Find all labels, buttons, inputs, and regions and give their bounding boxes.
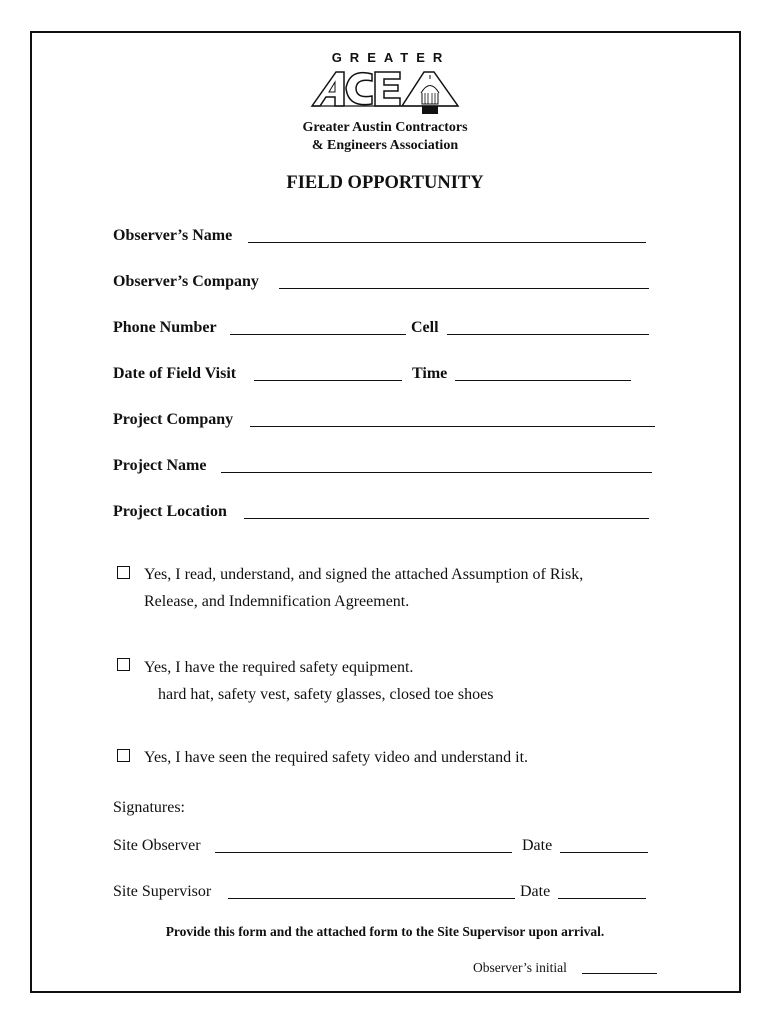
- observer-initial-label: Observer’s initial: [473, 960, 567, 975]
- project-name-label: Project Name: [113, 457, 207, 474]
- agreement-checkbox[interactable]: [117, 566, 130, 579]
- agreement-text-line2: Release, and Indemnification Agreement.: [144, 593, 410, 610]
- organization-name-line1: Greater Austin Contractors: [302, 120, 468, 135]
- safety-video-checkbox[interactable]: [117, 749, 130, 762]
- phone-number-field[interactable]: [230, 334, 406, 335]
- site-supervisor-date-label: Date: [520, 883, 551, 900]
- site-supervisor-label: Site Supervisor: [113, 883, 212, 900]
- phone-number-label: Phone Number: [113, 319, 217, 336]
- site-supervisor-signature-field[interactable]: [228, 898, 515, 899]
- observer-name-field[interactable]: [248, 242, 646, 243]
- site-observer-date-label: Date: [522, 837, 553, 854]
- date-of-visit-label: Date of Field Visit: [113, 365, 237, 382]
- cell-label: Cell: [411, 319, 439, 336]
- safety-equipment-list: hard hat, safety vest, safety glasses, closed toe shoes: [158, 686, 494, 703]
- site-supervisor-date-field[interactable]: [558, 898, 646, 899]
- logo-greater-text: GREATER: [331, 50, 451, 65]
- project-name-field[interactable]: [221, 472, 652, 473]
- site-observer-label: Site Observer: [113, 837, 201, 854]
- observer-initial-field[interactable]: [582, 973, 657, 974]
- project-location-field[interactable]: [244, 518, 649, 519]
- site-observer-signature-field[interactable]: [215, 852, 512, 853]
- footer-instruction: Provide this form and the attached form to the Site Supervisor upon arrival.: [165, 924, 605, 939]
- observer-name-label: Observer’s Name: [113, 227, 233, 244]
- project-company-field[interactable]: [250, 426, 655, 427]
- organization-name-line2: & Engineers Association: [311, 138, 459, 153]
- observer-company-label: Observer’s Company: [113, 273, 259, 290]
- site-observer-date-field[interactable]: [560, 852, 648, 853]
- acea-logo: [310, 66, 460, 118]
- cell-field[interactable]: [447, 334, 649, 335]
- form-title: FIELD OPPORTUNITY: [286, 173, 484, 193]
- signatures-heading: Signatures:: [113, 799, 185, 816]
- agreement-text-line1: Yes, I read, understand, and signed the attached Assumption of Risk,: [144, 566, 584, 583]
- observer-company-field[interactable]: [279, 288, 649, 289]
- time-label: Time: [412, 365, 448, 382]
- date-of-visit-field[interactable]: [254, 380, 402, 381]
- project-company-label: Project Company: [113, 411, 234, 428]
- project-location-label: Project Location: [113, 503, 227, 520]
- time-field[interactable]: [455, 380, 631, 381]
- safety-equipment-text: Yes, I have the required safety equipment.: [144, 659, 414, 676]
- safety-video-text: Yes, I have seen the required safety video and understand it.: [144, 749, 529, 766]
- safety-equipment-checkbox[interactable]: [117, 658, 130, 671]
